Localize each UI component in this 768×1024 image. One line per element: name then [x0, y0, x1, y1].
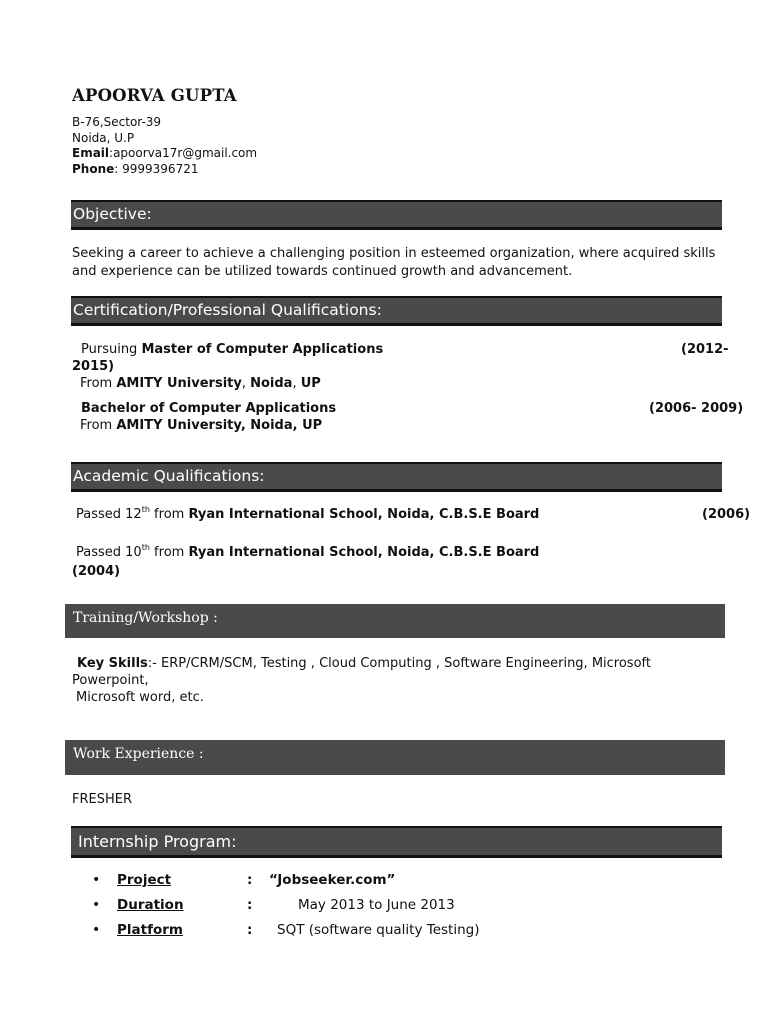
email-line [72, 146, 257, 162]
objective-text: Seeking a career to achieve a challenging position in esteemed organization, where acquired skills and experience can be utilized towards continued growth and advancement. [72, 246, 716, 279]
mca-state: UP [300, 376, 321, 391]
10th-school: Ryan International School, Noida, C.B.S.E Board [188, 545, 540, 560]
mca-university: AMITY University [116, 376, 242, 391]
bullet-icon: • [92, 922, 101, 938]
section-header-certification: Certification/Professional Qualifications: [71, 296, 722, 326]
candidate-name: APOORVA GUPTA [72, 86, 237, 105]
mca-sep1: , [241, 376, 251, 391]
internship-item-platform [92, 922, 592, 947]
fresher-text: FRESHER [72, 792, 132, 807]
section-header-internship: Internship Program: [71, 826, 722, 858]
duration-colon: : [247, 897, 253, 913]
12th-prefix: Passed 12 [76, 507, 142, 522]
bullet-icon: • [92, 872, 101, 888]
bullet-icon: • [92, 897, 101, 913]
mca-university-line [72, 375, 752, 392]
10th-year: (2004) [72, 564, 121, 579]
phone-line [72, 162, 257, 178]
section-header-training: Training/Workshop : [65, 604, 725, 638]
academic-item-12th [72, 506, 762, 523]
contact-block [72, 115, 257, 177]
10th-line [72, 544, 762, 561]
project-value: “Jobseeker.com” [269, 872, 396, 888]
platform-value: SQT (software quality Testing) [277, 922, 480, 938]
academic-item-10th [72, 544, 762, 580]
internship-item-duration [92, 897, 592, 922]
10th-from: from [149, 545, 189, 560]
internship-list [92, 872, 592, 947]
email-value: :apoorva17r@gmail.com [109, 146, 258, 160]
mca-years-end: 2015) [72, 359, 115, 374]
12th-from: from [149, 507, 189, 522]
platform-colon: : [247, 922, 253, 938]
phone-label: Phone [72, 161, 115, 176]
key-skills-line [72, 655, 762, 672]
bca-years: (2006- 2009) [649, 401, 744, 416]
bca-university: AMITY University, Noida, UP [116, 418, 323, 433]
key-skills-text: :- ERP/CRM/SCM, Testing , Cloud Computing , Software Engineering, Microsoft [147, 656, 651, 671]
key-skills-label: Key Skills [77, 656, 148, 671]
bca-degree: Bachelor of Computer Applications [81, 401, 337, 416]
certification-item-bca [72, 400, 752, 434]
bca-title-line [72, 400, 752, 417]
project-label: Project [117, 872, 172, 888]
project-colon: : [247, 872, 253, 888]
certification-item-mca [72, 341, 752, 392]
mca-years: (2012- [681, 342, 729, 357]
email-label: Email [72, 146, 110, 160]
duration-value: May 2013 to June 2013 [298, 897, 455, 913]
address-line-1: B-76,Sector-39 [72, 115, 162, 129]
mca-city: Noida [250, 376, 293, 391]
work-status [72, 791, 132, 808]
mca-title-line [72, 341, 752, 358]
mca-sep2: , [292, 376, 301, 391]
phone-value: : 9999396721 [114, 161, 199, 176]
internship-item-project [92, 872, 592, 897]
section-header-work-experience: Work Experience : [65, 740, 725, 775]
bca-university-line [72, 417, 752, 434]
mca-degree: Master of Computer Applications [141, 342, 384, 357]
platform-label: Platform [117, 922, 183, 938]
mca-from: From [80, 376, 117, 391]
section-header-academic: Academic Qualifications: [71, 462, 722, 492]
12th-year: (2006) [702, 507, 751, 522]
10th-prefix: Passed 10 [76, 545, 142, 560]
key-skills-line-2: Powerpoint, [72, 673, 149, 688]
duration-label: Duration [117, 897, 184, 913]
address-line-2: Noida, U.P [72, 130, 135, 145]
key-skills-block [72, 655, 762, 706]
10th-sup: th [141, 543, 150, 552]
12th-sup: th [141, 505, 150, 514]
12th-school: Ryan International School, Noida, C.B.S.E Board [188, 507, 540, 522]
mca-prefix: Pursuing [81, 342, 142, 357]
section-header-objective: Objective: [71, 200, 722, 230]
key-skills-line-3: Microsoft word, etc. [76, 690, 204, 705]
bca-from: From [80, 418, 117, 433]
